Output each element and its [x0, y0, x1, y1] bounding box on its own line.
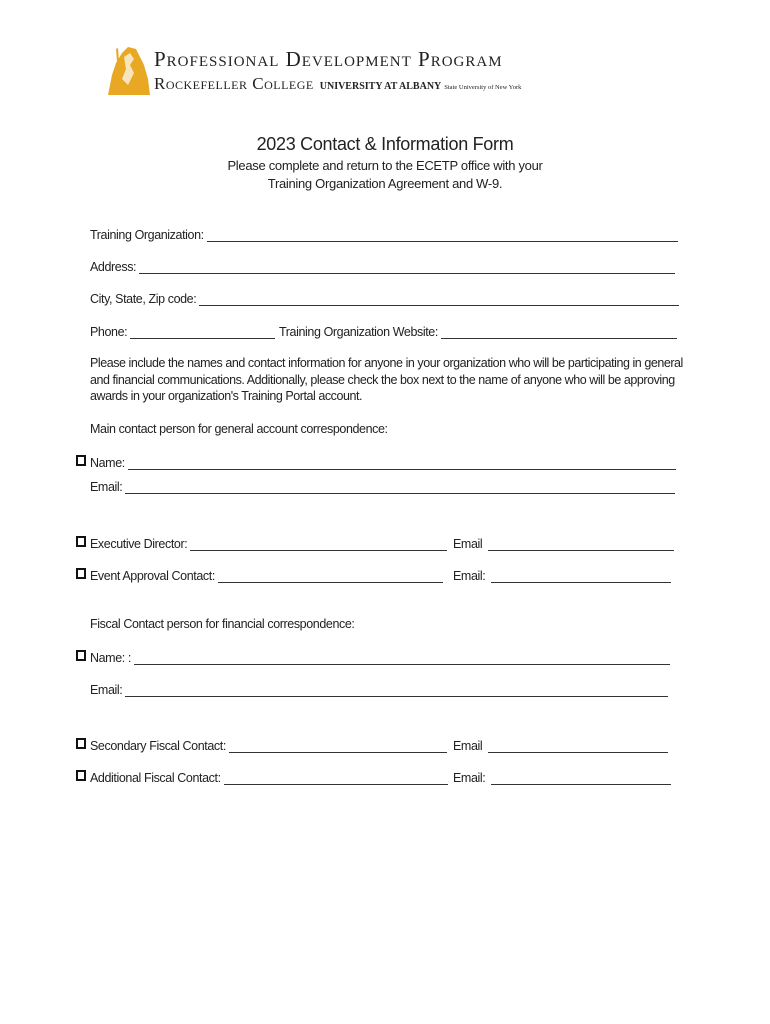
main-name-label: Name:: [90, 456, 125, 470]
additional-fiscal-input[interactable]: [224, 772, 448, 785]
secondary-fiscal-email-label: Email: [453, 739, 483, 753]
address-label: Address:: [90, 260, 137, 274]
main-contact-approver-checkbox[interactable]: [76, 455, 86, 466]
executive-director-email-label: Email: [453, 537, 483, 551]
main-email-field[interactable]: [90, 478, 675, 494]
logo-college-name: Rockefeller College: [154, 74, 314, 93]
logo-program-name: Professional Development Program: [154, 47, 503, 71]
training-org-input[interactable]: [207, 229, 678, 242]
secondary-fiscal-checkbox[interactable]: [76, 738, 86, 749]
executive-director-email-field[interactable]: [453, 535, 674, 551]
event-approval-input[interactable]: [218, 570, 443, 583]
phone-input[interactable]: [130, 326, 275, 339]
website-label: Training Organization Website:: [279, 325, 438, 339]
fiscal-name-field[interactable]: [90, 649, 670, 665]
subtitle-line-1: Please complete and return to the ECETP office with your: [227, 158, 543, 173]
secondary-fiscal-label: Secondary Fiscal Contact:: [90, 739, 226, 753]
event-approval-checkbox[interactable]: [76, 568, 86, 579]
main-email-label: Email:: [90, 480, 123, 494]
fiscal-contact-heading: Fiscal Contact person for financial correspondence:: [90, 617, 355, 631]
fiscal-email-input[interactable]: [125, 684, 668, 697]
secondary-fiscal-input[interactable]: [229, 740, 447, 753]
logo-university: UNIVERSITY AT ALBANY: [319, 81, 442, 92]
phone-field[interactable]: [90, 323, 275, 339]
training-org-label: Training Organization:: [90, 228, 204, 242]
address-field[interactable]: [90, 258, 675, 274]
subtitle-line-2: Training Organization Agreement and W-9.: [267, 176, 503, 191]
event-approval-email-label: Email:: [453, 569, 486, 583]
instructions: Please include the names and contact information for anyone in your organization who will be participating in general and financial communications. Additionally, please check the box next to the name of anyone who will be approving awards in your organization's Training Portal account.: [90, 356, 683, 403]
form-title: 2023 Contact & Information Form: [256, 134, 514, 154]
program-logo: [108, 45, 538, 97]
fiscal-name-input[interactable]: [134, 652, 670, 665]
additional-fiscal-checkbox[interactable]: [76, 770, 86, 781]
main-email-input[interactable]: [125, 481, 675, 494]
statue-logo-icon: [108, 45, 150, 95]
city-field[interactable]: [90, 290, 679, 306]
additional-fiscal-label: Additional Fiscal Contact:: [90, 771, 221, 785]
secondary-fiscal-email-input[interactable]: [488, 740, 668, 753]
main-name-input[interactable]: [128, 457, 676, 470]
training-org-field[interactable]: [90, 226, 678, 242]
event-approval-label: Event Approval Contact:: [90, 569, 215, 583]
event-approval-field[interactable]: [90, 567, 443, 583]
executive-director-field[interactable]: [90, 535, 447, 551]
additional-fiscal-email-label: Email:: [453, 771, 486, 785]
website-field[interactable]: [279, 323, 677, 339]
fiscal-contact-checkbox[interactable]: [76, 650, 86, 661]
fiscal-name-label: Name: :: [90, 651, 131, 665]
fiscal-email-field[interactable]: [90, 681, 668, 697]
city-label: City, State, Zip code:: [90, 292, 197, 306]
secondary-fiscal-email-field[interactable]: [453, 737, 668, 753]
executive-director-label: Executive Director:: [90, 537, 188, 551]
additional-fiscal-field[interactable]: [90, 769, 448, 785]
executive-director-email-input[interactable]: [488, 538, 674, 551]
event-approval-email-field[interactable]: [453, 567, 671, 583]
fiscal-email-label: Email:: [90, 683, 123, 697]
website-input[interactable]: [441, 326, 677, 339]
phone-label: Phone:: [90, 325, 128, 339]
city-input[interactable]: [199, 293, 679, 306]
secondary-fiscal-field[interactable]: [90, 737, 447, 753]
additional-fiscal-email-input[interactable]: [491, 772, 671, 785]
logo-suny: State University of New York: [444, 84, 522, 91]
event-approval-email-input[interactable]: [491, 570, 671, 583]
main-name-field[interactable]: [90, 454, 676, 470]
executive-director-input[interactable]: [190, 538, 447, 551]
logo-college: [154, 74, 521, 94]
main-contact-heading: Main contact person for general account correspondence:: [90, 422, 388, 436]
address-input[interactable]: [139, 261, 675, 274]
additional-fiscal-email-field[interactable]: [453, 769, 671, 785]
executive-director-checkbox[interactable]: [76, 536, 86, 547]
